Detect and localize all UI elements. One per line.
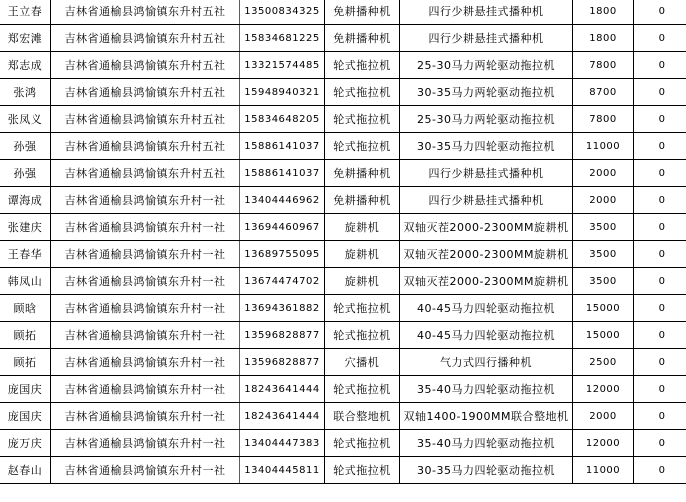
cell-machine-type: 穴播机: [325, 349, 400, 376]
table-row: [0, 25, 686, 52]
cell-paid-amount: 0: [634, 241, 686, 268]
cell-subsidy-amount: 1800: [573, 0, 634, 25]
cell-subsidy-amount: 2000: [573, 187, 634, 214]
cell-address: 吉林省通榆县鸿愉镇东升村五社: [51, 79, 240, 106]
table-row: [0, 214, 686, 241]
cell-address: 吉林省通榆县鸿愉镇东升村一社: [51, 241, 240, 268]
cell-phone: 13694460967: [240, 214, 325, 241]
cell-name: 张鸿: [0, 79, 51, 106]
cell-name: 韩凤山: [0, 268, 51, 295]
cell-machine-model: 30-35马力四轮驱动拖拉机: [400, 133, 573, 160]
cell-machine-type: 轮式拖拉机: [325, 457, 400, 484]
table-row: [0, 187, 686, 214]
cell-machine-type: 免耕播种机: [325, 0, 400, 25]
cell-paid-amount: 0: [634, 349, 686, 376]
cell-address: 吉林省通榆县鸿愉镇东升村一社: [51, 403, 240, 430]
cell-paid-amount: 0: [634, 160, 686, 187]
cell-machine-type: 轮式拖拉机: [325, 322, 400, 349]
cell-phone: 13674474702: [240, 268, 325, 295]
cell-phone: 13596828877: [240, 349, 325, 376]
cell-subsidy-amount: 15000: [573, 295, 634, 322]
cell-address: 吉林省通榆县鸿愉镇东升村五社: [51, 25, 240, 52]
cell-subsidy-amount: 11000: [573, 457, 634, 484]
cell-phone: 13689755095: [240, 241, 325, 268]
cell-machine-model: 双轴灭茬2000-2300MM旋耕机: [400, 241, 573, 268]
cell-machine-model: 40-45马力四轮驱动拖拉机: [400, 295, 573, 322]
cell-phone: 13404446962: [240, 187, 325, 214]
cell-address: 吉林省通榆县鸿愉镇东升村一社: [51, 187, 240, 214]
cell-subsidy-amount: 3500: [573, 214, 634, 241]
cell-address: 吉林省通榆县鸿愉镇东升村一社: [51, 322, 240, 349]
cell-address: 吉林省通榆县鸿愉镇东升村五社: [51, 160, 240, 187]
cell-paid-amount: 0: [634, 52, 686, 79]
cell-machine-model: 双轴1400-1900MM联合整地机: [400, 403, 573, 430]
cell-phone: 18243641444: [240, 403, 325, 430]
cell-paid-amount: 0: [634, 376, 686, 403]
cell-name: 郑宏滩: [0, 25, 51, 52]
cell-subsidy-amount: 15000: [573, 322, 634, 349]
cell-machine-model: 四行少耕悬挂式播种机: [400, 187, 573, 214]
cell-name: 庞国庆: [0, 376, 51, 403]
cell-machine-model: 四行少耕悬挂式播种机: [400, 0, 573, 25]
cell-machine-type: 轮式拖拉机: [325, 376, 400, 403]
cell-phone: 15834681225: [240, 25, 325, 52]
table-row: [0, 349, 686, 376]
cell-address: 吉林省通榆县鸿愉镇东升村一社: [51, 349, 240, 376]
cell-paid-amount: 0: [634, 430, 686, 457]
table-row: [0, 52, 686, 79]
cell-machine-type: 免耕播种机: [325, 160, 400, 187]
cell-address: 吉林省通榆县鸿愉镇东升村一社: [51, 376, 240, 403]
cell-name: 王立春: [0, 0, 51, 25]
cell-machine-model: 35-40马力四轮驱动拖拉机: [400, 430, 573, 457]
table-row: [0, 295, 686, 322]
cell-name: 庞万庆: [0, 430, 51, 457]
cell-phone: 15834648205: [240, 106, 325, 133]
table-row: [0, 0, 686, 25]
cell-address: 吉林省通榆县鸿愉镇东升村一社: [51, 430, 240, 457]
cell-phone: 15948940321: [240, 79, 325, 106]
table-row: [0, 430, 686, 457]
cell-name: 顾晗: [0, 295, 51, 322]
table-row: [0, 268, 686, 295]
cell-paid-amount: 0: [634, 457, 686, 484]
cell-paid-amount: 0: [634, 214, 686, 241]
cell-machine-type: 轮式拖拉机: [325, 430, 400, 457]
cell-machine-model: 25-30马力两轮驱动拖拉机: [400, 52, 573, 79]
cell-machine-model: 双轴灭茬2000-2300MM旋耕机: [400, 214, 573, 241]
cell-machine-type: 旋耕机: [325, 214, 400, 241]
cell-subsidy-amount: 2500: [573, 349, 634, 376]
cell-machine-model: 四行少耕悬挂式播种机: [400, 25, 573, 52]
cell-phone: 13596828877: [240, 322, 325, 349]
cell-paid-amount: 0: [634, 322, 686, 349]
cell-paid-amount: 0: [634, 25, 686, 52]
cell-machine-model: 30-35马力四轮驱动拖拉机: [400, 457, 573, 484]
cell-phone: 15886141037: [240, 133, 325, 160]
cell-subsidy-amount: 12000: [573, 376, 634, 403]
table-row: [0, 322, 686, 349]
cell-machine-type: 轮式拖拉机: [325, 52, 400, 79]
cell-phone: 13500834325: [240, 0, 325, 25]
cell-address: 吉林省通榆县鸿愉镇东升村一社: [51, 214, 240, 241]
cell-paid-amount: 0: [634, 187, 686, 214]
cell-paid-amount: 0: [634, 133, 686, 160]
cell-machine-model: 35-40马力四轮驱动拖拉机: [400, 376, 573, 403]
cell-machine-model: 25-30马力两轮驱动拖拉机: [400, 106, 573, 133]
cell-name: 庞国庆: [0, 403, 51, 430]
cell-name: 郑志成: [0, 52, 51, 79]
cell-machine-type: 轮式拖拉机: [325, 133, 400, 160]
cell-phone: 13404447383: [240, 430, 325, 457]
cell-address: 吉林省通榆县鸿愉镇东升村一社: [51, 268, 240, 295]
table-row: [0, 403, 686, 430]
cell-paid-amount: 0: [634, 403, 686, 430]
cell-name: 谭海成: [0, 187, 51, 214]
cell-name: 张凤义: [0, 106, 51, 133]
cell-machine-model: 40-45马力四轮驱动拖拉机: [400, 322, 573, 349]
table-row: [0, 106, 686, 133]
cell-machine-model: 四行少耕悬挂式播种机: [400, 160, 573, 187]
cell-machine-type: 联合整地机: [325, 403, 400, 430]
table-row: [0, 241, 686, 268]
cell-subsidy-amount: 11000: [573, 133, 634, 160]
cell-phone: 13404445811: [240, 457, 325, 484]
cell-name: 赵春山: [0, 457, 51, 484]
cell-name: 王春华: [0, 241, 51, 268]
cell-machine-model: 气力式四行播种机: [400, 349, 573, 376]
cell-subsidy-amount: 3500: [573, 241, 634, 268]
cell-name: 孙强: [0, 133, 51, 160]
cell-phone: 18243641444: [240, 376, 325, 403]
cell-paid-amount: 0: [634, 295, 686, 322]
cell-subsidy-amount: 1800: [573, 25, 634, 52]
cell-subsidy-amount: 8700: [573, 79, 634, 106]
table-row: [0, 133, 686, 160]
cell-machine-type: 免耕播种机: [325, 25, 400, 52]
cell-name: 张建庆: [0, 214, 51, 241]
table-row: [0, 376, 686, 403]
cell-subsidy-amount: 2000: [573, 160, 634, 187]
cell-machine-model: 双轴灭茬2000-2300MM旋耕机: [400, 268, 573, 295]
cell-machine-model: 30-35马力两轮驱动拖拉机: [400, 79, 573, 106]
cell-name: 孙强: [0, 160, 51, 187]
cell-address: 吉林省通榆县鸿愉镇东升村一社: [51, 295, 240, 322]
cell-machine-type: 旋耕机: [325, 268, 400, 295]
cell-paid-amount: 0: [634, 106, 686, 133]
cell-phone: 13694361882: [240, 295, 325, 322]
cell-machine-type: 免耕播种机: [325, 187, 400, 214]
cell-address: 吉林省通榆县鸿愉镇东升村五社: [51, 52, 240, 79]
table-row: [0, 160, 686, 187]
cell-name: 顾拓: [0, 322, 51, 349]
cell-subsidy-amount: 7800: [573, 52, 634, 79]
cell-paid-amount: 0: [634, 79, 686, 106]
cell-address: 吉林省通榆县鸿愉镇东升村五社: [51, 106, 240, 133]
cell-machine-type: 旋耕机: [325, 241, 400, 268]
cell-paid-amount: 0: [634, 0, 686, 25]
table-row: [0, 79, 686, 106]
cell-subsidy-amount: 7800: [573, 106, 634, 133]
cell-machine-type: 轮式拖拉机: [325, 79, 400, 106]
cell-subsidy-amount: 3500: [573, 268, 634, 295]
cell-paid-amount: 0: [634, 268, 686, 295]
cell-address: 吉林省通榆县鸿愉镇东升村五社: [51, 0, 240, 25]
cell-machine-type: 轮式拖拉机: [325, 106, 400, 133]
cell-name: 顾拓: [0, 349, 51, 376]
cell-address: 吉林省通榆县鸿愉镇东升村五社: [51, 133, 240, 160]
cell-phone: 15886141037: [240, 160, 325, 187]
cell-machine-type: 轮式拖拉机: [325, 295, 400, 322]
table-row: [0, 457, 686, 484]
cell-phone: 13321574485: [240, 52, 325, 79]
cell-address: 吉林省通榆县鸿愉镇东升村一社: [51, 457, 240, 484]
cell-subsidy-amount: 2000: [573, 403, 634, 430]
cell-subsidy-amount: 12000: [573, 430, 634, 457]
